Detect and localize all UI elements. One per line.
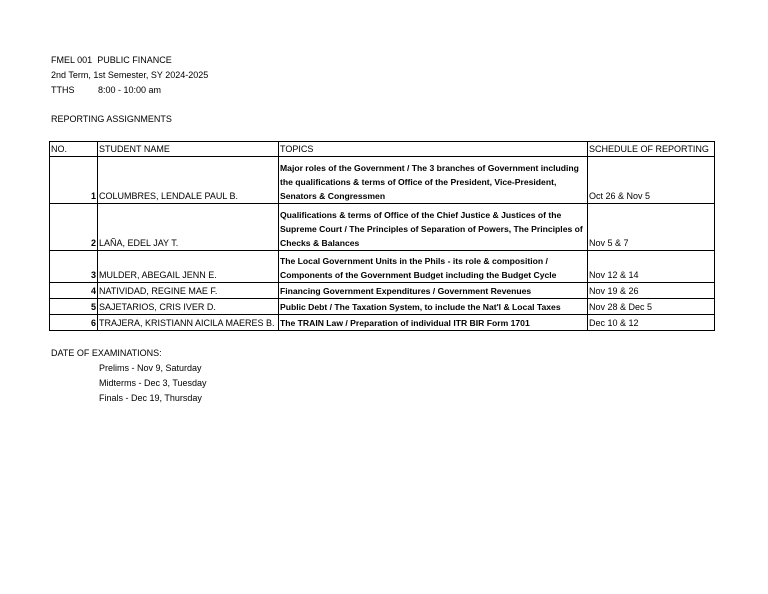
course-title: PUBLIC FINANCE bbox=[97, 55, 172, 65]
schedule: Nov 5 & 7 bbox=[588, 204, 715, 251]
table-row bbox=[50, 251, 715, 283]
header-topics: TOPICS bbox=[279, 142, 588, 157]
row-no: 2 bbox=[50, 204, 98, 251]
schedule-line bbox=[51, 84, 161, 96]
topic: The TRAIN Law / Preparation of individual ITR BIR Form 1701 bbox=[279, 315, 588, 331]
exam-item: Finals - Dec 19, Thursday bbox=[99, 393, 202, 403]
row-no: 3 bbox=[50, 251, 98, 283]
student-name: SAJETARIOS, CRIS IVER D. bbox=[98, 299, 279, 315]
schedule: Nov 28 & Dec 5 bbox=[588, 299, 715, 315]
class-days: TTHS bbox=[51, 85, 75, 95]
schedule: Dec 10 & 12 bbox=[588, 315, 715, 331]
table-row bbox=[50, 283, 715, 299]
course-code: FMEL 001 bbox=[51, 55, 93, 65]
header-no: NO. bbox=[50, 142, 98, 157]
row-no: 4 bbox=[50, 283, 98, 299]
student-name: NATIVIDAD, REGINE MAE F. bbox=[98, 283, 279, 299]
topic: Qualifications & terms of Office of the Chief Justice & Justices of the Supreme Court / The Principles of Separation of Powers, The Principles of Checks & Balances bbox=[279, 204, 588, 251]
student-name: LAÑA, EDEL JAY T. bbox=[98, 204, 279, 251]
student-name: MULDER, ABEGAIL JENN E. bbox=[98, 251, 279, 283]
table-row bbox=[50, 157, 715, 204]
student-name: TRAJERA, KRISTIANN AICILA MAERES B. bbox=[98, 315, 279, 331]
table-header-row bbox=[50, 142, 715, 157]
table-row bbox=[50, 204, 715, 251]
topic: Public Debt / The Taxation System, to include the Nat'l & Local Taxes bbox=[279, 299, 588, 315]
exam-dates-title: DATE OF EXAMINATIONS: bbox=[51, 348, 162, 358]
term-line: 2nd Term, 1st Semester, SY 2024-2025 bbox=[51, 70, 209, 80]
table-row bbox=[50, 299, 715, 315]
course-line bbox=[51, 54, 172, 66]
header-schedule: SCHEDULE OF REPORTING bbox=[588, 142, 715, 157]
section-title: REPORTING ASSIGNMENTS bbox=[51, 114, 172, 124]
exam-item: Prelims - Nov 9, Saturday bbox=[99, 363, 202, 373]
topic: Financing Government Expenditures / Government Revenues bbox=[279, 283, 588, 299]
row-no: 5 bbox=[50, 299, 98, 315]
topic: Major roles of the Government / The 3 branches of Government including the qualifications & terms of Office of the President, Vice-President, Senators & Congressmen bbox=[279, 157, 588, 204]
schedule: Oct 26 & Nov 5 bbox=[588, 157, 715, 204]
class-time: 8:00 - 10:00 am bbox=[98, 85, 162, 95]
header-student-name: STUDENT NAME bbox=[98, 142, 279, 157]
schedule: Nov 19 & 26 bbox=[588, 283, 715, 299]
row-no: 6 bbox=[50, 315, 98, 331]
schedule: Nov 12 & 14 bbox=[588, 251, 715, 283]
exam-item: Midterms - Dec 3, Tuesday bbox=[99, 378, 207, 388]
topic: The Local Government Units in the Phils - its role & composition / Components of the Government Budget including the Budget Cycle bbox=[279, 251, 588, 283]
student-name: COLUMBRES, LENDALE PAUL B. bbox=[98, 157, 279, 204]
reporting-table bbox=[49, 141, 715, 331]
row-no: 1 bbox=[50, 157, 98, 204]
table-row bbox=[50, 315, 715, 331]
